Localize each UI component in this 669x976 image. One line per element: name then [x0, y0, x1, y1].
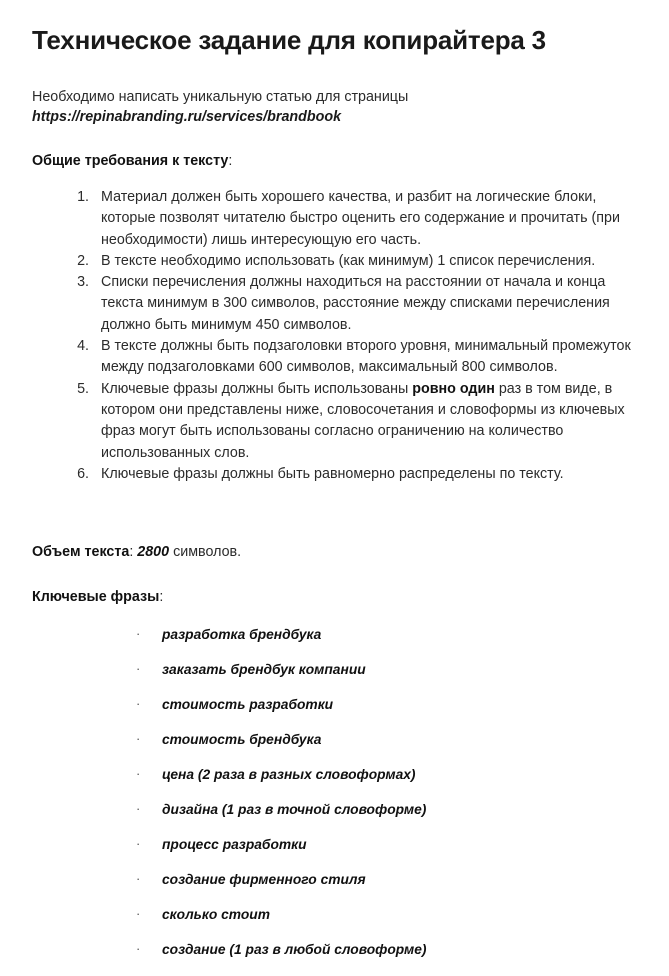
requirement-item	[55, 272, 637, 336]
requirement-emphasis: ровно один	[412, 380, 495, 397]
requirement-text: В тексте необходимо использовать (как минимум) 1 список перечисления.	[101, 252, 596, 269]
requirement-text: В тексте должны быть подзаголовки второго уровня, минимальный промежуток между подзаголовками 600 символов, максимальный 800 символов.	[101, 338, 631, 376]
keyword-item: · стоимость разработки	[32, 696, 637, 731]
keyword-item: · заказать брендбук компании	[32, 661, 637, 696]
volume-colon: :	[129, 544, 138, 561]
requirement-text: Ключевые фразы должны быть использованы	[101, 380, 413, 397]
intro-lead-text: Необходимо написать уникальную статью для страницы	[32, 89, 409, 105]
requirement-item	[55, 336, 637, 379]
volume-value: 2800	[137, 544, 170, 561]
requirement-text: Материал должен быть хорошего качества, и разбит на логические блоки, которые позволят читателю быстро оценить его содержание и прочитать (при необходимости) лишь интересующую его часть.	[101, 189, 620, 248]
keyword-item: · разработка брендбука	[32, 626, 637, 661]
volume-line	[32, 485, 637, 562]
keywords-heading-colon: :	[159, 589, 164, 606]
keyword-item: · процесс разработки	[32, 836, 637, 871]
requirements-list	[32, 171, 637, 485]
keyword-item: · создание фирменного стиля	[32, 871, 637, 906]
keyword-item: · дизайна (1 раз в точной словоформе)	[32, 801, 637, 836]
keyword-item: · создание (1 раз в любой словоформе)	[32, 941, 637, 976]
keywords-heading	[32, 562, 637, 607]
requirement-text: Списки перечисления должны находиться на расстоянии от начала и конца текста минимум в 300 символов, расстояние между списками перечисления должно быть минимум 450 символов.	[101, 274, 610, 333]
requirement-item	[55, 379, 637, 464]
keywords-heading-label: Ключевые фразы	[32, 589, 160, 606]
requirement-item	[55, 464, 637, 485]
keyword-item: · сколько стоит	[32, 906, 637, 941]
target-page-url: https://repinabranding.ru/services/brandbook	[32, 109, 342, 125]
requirements-heading-colon: :	[228, 153, 233, 169]
intro-paragraph	[32, 56, 637, 127]
volume-unit: символов.	[169, 544, 242, 561]
requirements-heading	[32, 127, 637, 171]
page-title: Техническое задание для копирайтера 3	[32, 25, 546, 55]
requirement-text: Ключевые фразы должны быть равномерно распределены по тексту.	[101, 465, 564, 482]
keyword-item: · цена (2 раза в разных словоформах)	[32, 766, 637, 801]
keyword-item: · стоимость брендбука	[32, 731, 637, 766]
requirement-text-cont: раз в том виде, в котором они представлены ниже, словосочетания и словоформы из ключевых фраз могут быть использованы согласно ограничению на количество использованных слов.	[101, 380, 625, 461]
requirement-item	[55, 187, 637, 251]
requirements-heading-label: Общие требования к тексту	[32, 153, 229, 169]
volume-label: Объем текста	[32, 544, 130, 561]
keywords-list	[32, 607, 637, 976]
requirement-item	[55, 251, 637, 272]
